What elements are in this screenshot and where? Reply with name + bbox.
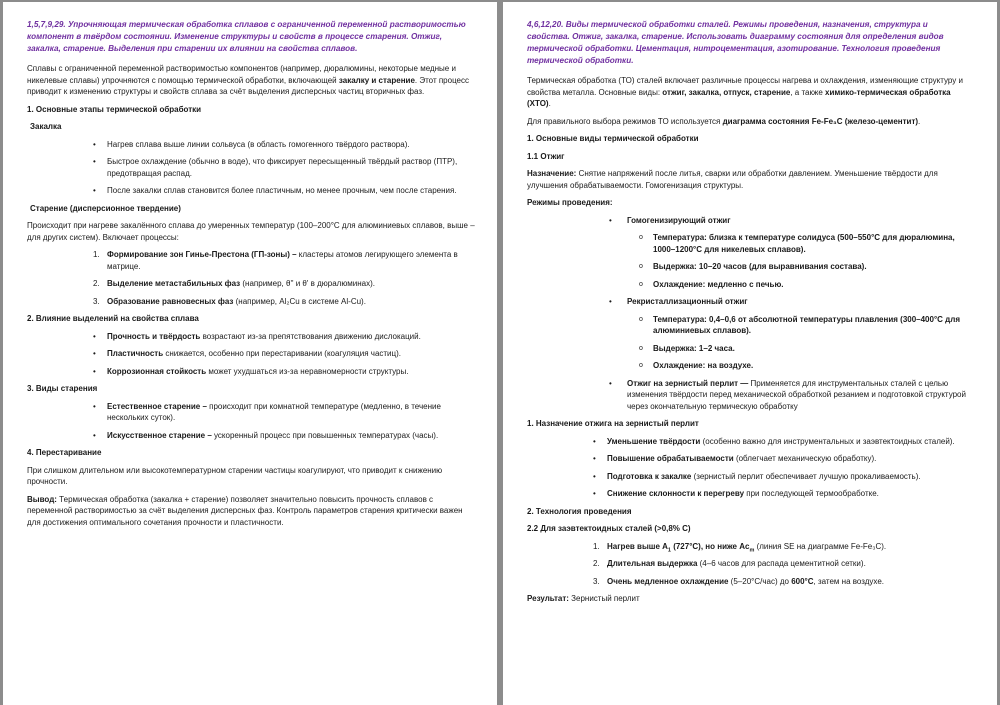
bullet-icon: • xyxy=(593,471,596,481)
section-title: 1. Назначение отжига на зернистый перлит xyxy=(527,419,699,428)
subsection-title: 2.2 Для заэвтектоидных сталей (>0,8% C) xyxy=(527,524,691,533)
section-title: 3. Виды старения xyxy=(27,384,98,393)
subsection-title: Закалка xyxy=(30,122,62,131)
paragraph: При слишком длительном или высокотемпературном старении частицы коагулируют, что приводит к снижению прочности. xyxy=(27,465,443,486)
section-title: 1. Основные этапы термической обработки xyxy=(27,104,202,114)
bullet-icon: • xyxy=(93,401,96,411)
circle-bullet-icon: o xyxy=(639,344,643,352)
section-title: 2. Технология проведения xyxy=(527,506,632,516)
list-item: • Прочность и твёрдость возрастают из-за препятствования движению дислокаций. xyxy=(93,331,421,341)
list-item: • Гомогенизирующий отжиг xyxy=(609,215,731,225)
paragraph: Для правильного выбора режимов ТО используется диаграмма состояния Fe-Fe₃C (железо-цементит). xyxy=(527,116,921,126)
list-item: • После закалки сплав становится более пластичным, но менее прочным, чем после старения. xyxy=(93,186,457,195)
list-item: • Рекристаллизационный отжиг xyxy=(609,297,748,306)
purpose-list xyxy=(527,436,967,500)
bullet-icon: • xyxy=(93,157,96,166)
right-intro: Термическая обработка (ТО) сталей включает различные процессы нагрева и охлаждения, изменяющие структуру и свойства металла. Основные виды: отжиг, закалка, отпуск, старение, а также химико-термическая обработка (ХТО). xyxy=(527,76,963,108)
subsection-title: Старение (дисперсионное твердение) xyxy=(30,203,181,213)
annealing-types-list xyxy=(527,215,967,227)
list-item: • Естественное старение – происходит при комнатной температуре (медленно, в течение нескольких суток). xyxy=(93,401,441,422)
right-header: 4,6,12,20. Виды термической обработки сталей. Режимы проведения, назначения, структура и свойства. Отжиг, закалка, старение. Использовать диаграмму состояния для определения видов термической обработки. Цементация, нитроцементация, азотирование. Технология проведения термической обработки. xyxy=(527,20,944,65)
annealing-types-list xyxy=(527,378,967,413)
bullet-icon: • xyxy=(93,139,96,149)
bullet-icon: • xyxy=(93,331,96,341)
list-item: • Быстрое охлаждение (обычно в воде), что фиксирует пересыщенный твёрдый раствор (ПТР), предотвращая распад. xyxy=(93,157,458,178)
quench-list xyxy=(27,139,475,197)
result: Результат: Зернистый перлит xyxy=(527,594,640,603)
bullet-icon: • xyxy=(609,297,612,306)
bullet-icon: • xyxy=(93,349,96,358)
list-item: • Повышение обрабатываемости (облегчает механическую обработку). xyxy=(593,454,877,463)
section-title: 1. Основные виды термической обработки xyxy=(527,134,699,143)
list-item: • Отжиг на зернистый перлит — Применяется для инструментальных сталей с целью изменения твёрдости перед механической обработкой резанием и подготовкой структурой через окончательную термическую обработку xyxy=(609,378,966,411)
bullet-icon: • xyxy=(609,378,612,388)
list-item: • Коррозионная стойкость может ухудшаться из-за неравномерности структуры. xyxy=(93,366,409,376)
bullet-icon: • xyxy=(609,215,612,225)
list-item: o Охлаждение: медленно с печью. xyxy=(639,279,784,289)
circle-bullet-icon: o xyxy=(639,234,643,241)
aging-types-list xyxy=(27,401,475,442)
left-page xyxy=(3,2,497,705)
tech-list xyxy=(527,541,967,588)
list-item: o Температура: близка к температуре солидуса (500–550°C для дюралюмина, 1000–1200°C для никелевых сплавов). xyxy=(639,233,955,254)
right-page xyxy=(503,2,997,705)
list-item: • Искусственное старение – ускоренный процесс при повышенных температурах (часы). xyxy=(93,430,439,440)
list-item: 3. Очень медленное охлаждение (5–20°C/час) до 600°C, затем на воздухе. xyxy=(593,576,884,586)
section-title: 4. Перестаривание xyxy=(27,448,102,457)
list-item: o Выдержка: 10–20 часов (для выравнивания состава). xyxy=(639,262,867,271)
list-item: • Уменьшение твёрдости (особенно важно для инструментальных и заэвтектоидных сталей). xyxy=(593,436,955,446)
paragraph: Происходит при нагреве закалённого сплава до умеренных температур (100–200°C для алюминиевых сплавов, выше – для других систем). Включает процессы: xyxy=(27,221,475,242)
bullet-icon: • xyxy=(93,366,96,376)
list-item: • Подготовка к закалке (зернистый перлит обеспечивает лучшую прокаливаемость). xyxy=(593,471,921,481)
paragraph: Назначение: Снятие напряжений после литья, сварки или обработки давлением. Уменьшение твёрдости для улучшения обрабатываемости. Гомогенизация структуры. xyxy=(527,169,938,190)
circle-bullet-icon: o xyxy=(639,315,643,323)
list-item: o Выдержка: 1–2 часа. xyxy=(639,343,735,353)
list-item: • Снижение склонности к перегреву при последующей термообработке. xyxy=(593,489,879,498)
aging-list xyxy=(27,249,475,307)
annealing-types-list xyxy=(527,296,967,308)
bullet-icon: • xyxy=(93,430,96,440)
circle-bullet-icon: o xyxy=(639,263,643,270)
list-item: 2. Длительная выдержка (4–6 часов для распада цементитной сетки). xyxy=(593,559,866,568)
left-intro: Сплавы с ограниченной переменной растворимостью компонентов (например, дюралюмины, некоторые медные и никелевые сплавы) упрочняются с помощью термической обработки, включающей закалку и старение. Этот процесс приводит к изменению структуры и свойств сплава за счёт выделения дисперсных частиц вторичных фаз. xyxy=(27,64,470,96)
circle-bullet-icon: o xyxy=(639,280,643,288)
list-item: 3. Образование равновесных фаз (например, Al₂Cu в системе Al-Cu). xyxy=(93,296,366,306)
circle-bullet-icon: o xyxy=(639,362,643,369)
list-item: • Пластичность снижается, особенно при перестаривании (коагуляция частиц). xyxy=(93,349,401,358)
recryst-params-list xyxy=(527,314,967,372)
bullet-icon: • xyxy=(593,489,596,498)
bullet-icon: • xyxy=(93,186,96,195)
list-item: • Нагрев сплава выше линии сольвуса (в область гомогенного твёрдого раствора). xyxy=(93,139,410,149)
list-item: 1. Нагрев выше $A_1$ (727°C), но ниже $Ac_m$ (линия SE на диаграмме Fe-Fe₃C). xyxy=(593,541,887,554)
homog-params-list xyxy=(527,232,967,290)
conclusion: Вывод: Термическая обработка (закалка + старение) позволяет значительно повысить прочность сплавов с переменной растворимостью за счёт выделения дисперсных фаз. Контроль параметров старения критически важен для достижения оптимального сочетания прочности и пластичности. xyxy=(27,494,463,527)
left-header: 1,5,7,9,29. Упрочняющая термическая обработка сплавов с ограниченной переменной растворимостью компонент в твёрдом состоянии. Изменение структуры и свойств в процессе старения. Отжиг, закалка, старение. Выделения при старении их влиянии на свойства сплавов. xyxy=(27,20,466,53)
list-item: 2. Выделение метастабильных фаз (например, θ'' и θ' в дюралюминах). xyxy=(93,279,375,288)
subsection-title: 1.1 Отжиг xyxy=(527,151,565,161)
list-item: 1. Формирование зон Гинье-Престона (ГП-зоны) – кластеры атомов легирующего элемента в матрице. xyxy=(93,250,458,271)
effects-list xyxy=(27,331,475,378)
bullet-icon: • xyxy=(593,436,596,446)
bullet-icon: • xyxy=(593,454,596,463)
list-item: o Охлаждение: на воздухе. xyxy=(639,361,754,370)
subsection-title: Режимы проведения: xyxy=(527,198,613,207)
section-title: 2. Влияние выделений на свойства сплава xyxy=(27,314,199,323)
list-item: o Температура: 0,4–0,6 от абсолютной температуры плавления (300–400°C для алюминиевых сплавов). xyxy=(639,314,960,335)
